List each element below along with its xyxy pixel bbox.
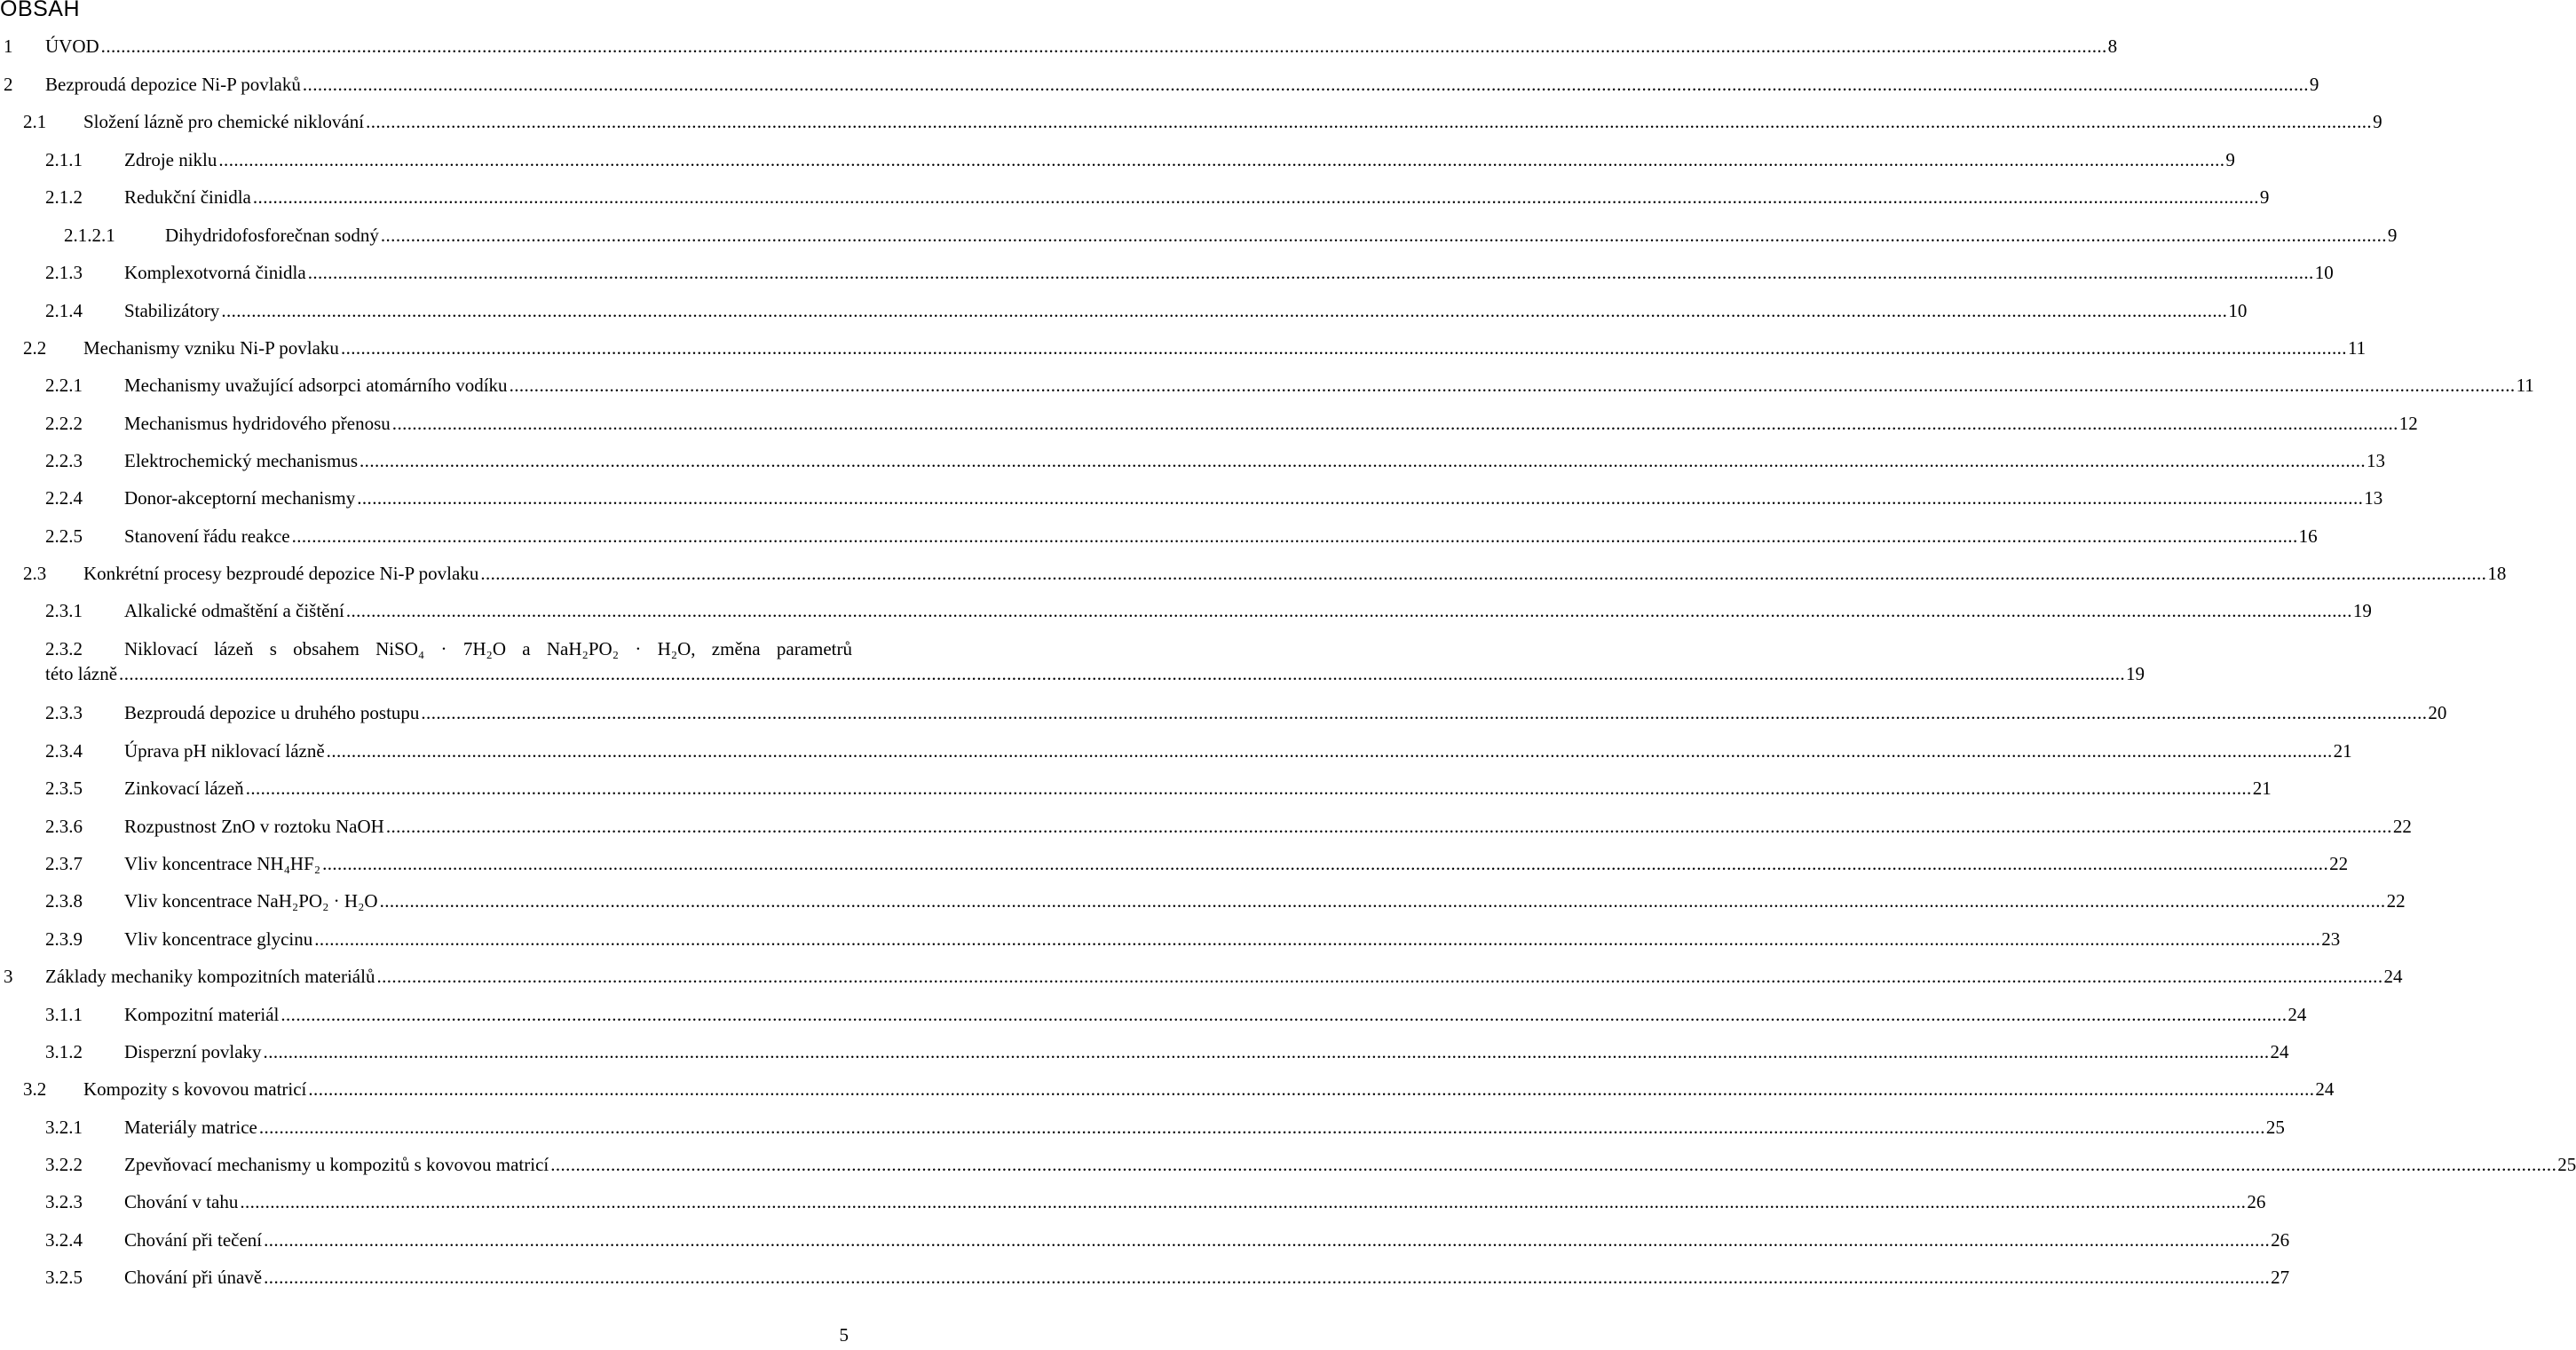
toc-entry-line	[45, 964, 2403, 989]
toc-entry-title: Redukční činidla	[124, 186, 251, 208]
toc-entry-line	[124, 1002, 2307, 1027]
toc-entry-page: 9	[2259, 186, 2270, 208]
toc-entry-1[interactable]	[0, 34, 2118, 59]
toc-entry-page: 13	[2364, 487, 2383, 509]
toc-entry-line	[124, 298, 2248, 323]
toc-entry-line	[124, 524, 2318, 549]
toc-entry-number: 2.3	[23, 563, 47, 584]
toc-entry-line	[124, 448, 2386, 473]
toc-entry-number: 2.2	[23, 337, 47, 359]
toc-entry-title: Vliv koncentrace NH₄HF₂	[124, 853, 321, 874]
dot-leader: ................................................................................................................................................................................................................................................................................................................................................................................................................	[366, 111, 2373, 132]
toc-entry-page: 25	[2557, 1154, 2576, 1175]
toc-entry-number: 2.2.5	[45, 525, 83, 547]
toc-entry-line	[124, 776, 2272, 801]
toc-entry-page: 10	[2228, 300, 2248, 321]
toc-entry-line	[165, 223, 2398, 248]
toc-entry-2-2-2[interactable]	[0, 411, 2418, 436]
toc-entry-number: 2.2.3	[45, 450, 83, 471]
toc-entry-title: Zinkovací lázeň	[124, 778, 244, 799]
toc-entry-title: Stanovení řádu reakce	[124, 525, 290, 547]
dot-leader: ................................................................................................................................................................................................................................................................................................................................................................................................................	[252, 186, 2259, 208]
toc-entry-title: Kompozitní materiál	[124, 1004, 280, 1025]
toc-entry-line	[124, 373, 2534, 398]
toc-entry-page: 24	[2270, 1041, 2289, 1062]
toc-entry-number: 1	[4, 36, 13, 57]
toc-entry-2-2-3[interactable]	[0, 448, 2386, 473]
toc-entry-title: Alkalické odmaštění a čištění	[124, 600, 344, 621]
toc-entry-page: 24	[2315, 1078, 2335, 1100]
toc-entry-title: Mechanismy uvažující adsorpci atomárního vodíku	[124, 375, 508, 396]
toc-entry-line	[45, 661, 2145, 686]
dot-leader: ................................................................................................................................................................................................................................................................................................................................................................................................................	[100, 36, 2107, 57]
toc-entry-title: Zpevňovací mechanismy u kompozitů s kovovou matricí	[124, 1154, 549, 1175]
dot-leader: ................................................................................................................................................................................................................................................................................................................................................................................................................	[360, 450, 2367, 471]
toc-entry-title: Komplexotvorná činidla	[124, 262, 306, 283]
toc-entry-page: 10	[2314, 262, 2334, 283]
toc-entry-page: 19	[2126, 663, 2145, 684]
toc-entry-line	[83, 109, 2382, 134]
dot-leader: ................................................................................................................................................................................................................................................................................................................................................................................................................	[509, 375, 2516, 396]
toc-entry-number: 2.3.7	[45, 853, 83, 874]
toc-entry-page: 26	[2247, 1191, 2266, 1212]
toc-entry-page: 27	[2271, 1267, 2290, 1288]
toc-entry-3-1-1[interactable]	[0, 1002, 2307, 1027]
toc-entry-number: 2	[4, 74, 13, 95]
toc-entry-number: 3.1.2	[45, 1041, 83, 1062]
toc-entry-2-2-4[interactable]	[0, 486, 2383, 510]
toc-entry-2-3-2[interactable]	[0, 636, 852, 661]
toc-entry-line	[124, 1115, 2285, 1140]
toc-entry-2-1-4[interactable]	[0, 298, 2248, 323]
toc-entry-title: Vliv koncentrace glycinu	[124, 928, 313, 950]
toc-entry-line	[124, 927, 2341, 951]
toc-entry-number: 3.2.2	[45, 1154, 83, 1175]
toc-entry-line	[124, 1265, 2290, 1290]
toc-entry-3-2-4[interactable]	[0, 1228, 2290, 1252]
toc-entry-title: Zdroje niklu	[124, 149, 217, 170]
toc-entry-2-1[interactable]	[0, 109, 2382, 134]
toc-entry-2-1-3[interactable]	[0, 260, 2334, 285]
dot-leader: ................................................................................................................................................................................................................................................................................................................................................................................................................	[391, 413, 2398, 434]
toc-entry-number: 2.2.1	[45, 375, 83, 396]
toc-entry-number: 2.3.4	[45, 740, 83, 762]
toc-entry-title: Mechanismus hydridového přenosu	[124, 413, 391, 434]
toc-entry-line	[83, 336, 2367, 360]
toc-entry-2-3-8[interactable]	[0, 888, 2406, 913]
dot-leader: ................................................................................................................................................................................................................................................................................................................................................................................................................	[221, 300, 2228, 321]
dot-leader: ................................................................................................................................................................................................................................................................................................................................................................................................................	[345, 600, 2352, 621]
dot-leader: ................................................................................................................................................................................................................................................................................................................................................................................................................	[380, 225, 2387, 246]
toc-entry-line	[83, 561, 2507, 586]
toc-entry-page: 18	[2487, 563, 2507, 584]
toc-entry-number: 2.1.4	[45, 300, 83, 321]
toc-entry-title: Donor-akceptorní mechanismy	[124, 487, 356, 509]
dot-leader: ................................................................................................................................................................................................................................................................................................................................................................................................................	[218, 149, 2225, 170]
toc-entry-2-2-5[interactable]	[0, 524, 2318, 549]
dot-leader: ................................................................................................................................................................................................................................................................................................................................................................................................................	[480, 563, 2487, 584]
toc-entry-3-1-2[interactable]	[0, 1039, 2289, 1064]
toc-entry-page: 13	[2367, 450, 2386, 471]
toc-entry-title: Rozpustnost ZnO v roztoku NaOH	[124, 816, 384, 837]
toc-entry-page: 21	[2333, 740, 2352, 762]
toc-entry-number: 3	[4, 966, 13, 987]
toc-entry-2-2[interactable]	[0, 336, 2367, 360]
toc-entry-2-1-1[interactable]	[0, 147, 2235, 172]
toc-entry-line	[124, 1228, 2290, 1252]
toc-entry-title: Stabilizátory	[124, 300, 220, 321]
toc-entry-2[interactable]	[0, 72, 2319, 97]
toc-entry-number: 2.1.1	[45, 149, 83, 170]
toc-entry-line	[124, 738, 2352, 763]
toc-entry-3-2-3[interactable]	[0, 1189, 2266, 1214]
toc-entry-line	[45, 34, 2118, 59]
dot-leader: ................................................................................................................................................................................................................................................................................................................................................................................................................	[307, 262, 2314, 283]
dot-leader: ................................................................................................................................................................................................................................................................................................................................................................................................................	[314, 928, 2321, 950]
toc-entry-3-2-5[interactable]	[0, 1265, 2290, 1290]
toc-entry-number: 2.1	[23, 111, 47, 132]
toc-entry-line	[124, 1189, 2266, 1214]
dot-leader: ................................................................................................................................................................................................................................................................................................................................................................................................................	[281, 1004, 2288, 1025]
toc-entry-number: 3.1.1	[45, 1004, 83, 1025]
toc-entry-page: 25	[2265, 1117, 2285, 1138]
toc-entry-line	[124, 1152, 2576, 1177]
dot-leader: ................................................................................................................................................................................................................................................................................................................................................................................................................	[258, 1117, 2265, 1138]
toc-entry-line	[124, 147, 2235, 172]
toc-entry-3-2-1[interactable]	[0, 1115, 2285, 1140]
dot-leader: ................................................................................................................................................................................................................................................................................................................................................................................................................	[263, 1041, 2270, 1062]
toc-entry-2-3-6[interactable]	[0, 814, 2412, 839]
toc-entry-3[interactable]	[0, 964, 2403, 989]
toc-entry-number: 3.2.3	[45, 1191, 83, 1212]
toc-entry-line	[124, 185, 2270, 209]
dot-leader: ................................................................................................................................................................................................................................................................................................................................................................................................................	[322, 853, 2329, 874]
toc-entry-2-3-4[interactable]	[0, 738, 2352, 763]
toc-entry-page: 24	[2383, 966, 2403, 987]
dot-leader: ................................................................................................................................................................................................................................................................................................................................................................................................................	[421, 702, 2428, 723]
toc-entry-page: 11	[2516, 375, 2534, 396]
dot-leader: ................................................................................................................................................................................................................................................................................................................................................................................................................	[340, 337, 2347, 359]
toc-entry-number: 2.2.2	[45, 413, 83, 434]
toc-entry-page: 8	[2107, 36, 2118, 57]
toc-entry-number: 2.1.2.1	[64, 225, 115, 246]
toc-entry-number: 2.1.2	[45, 186, 83, 208]
toc-entry-number: 3.2.4	[45, 1229, 83, 1251]
toc-entry-title: Bezproudá depozice Ni-P povlaků	[45, 74, 301, 95]
toc-entry-2-3[interactable]	[0, 561, 2507, 586]
dot-leader: ................................................................................................................................................................................................................................................................................................................................................................................................................	[264, 1229, 2271, 1251]
toc-entry-line	[124, 598, 2372, 623]
toc-entry-title: Kompozity s kovovou matricí	[83, 1078, 307, 1100]
toc-entry-2-3-2-continued[interactable]	[0, 661, 2145, 686]
toc-entry-page: 24	[2288, 1004, 2307, 1025]
dot-leader: ................................................................................................................................................................................................................................................................................................................................................................................................................	[379, 890, 2386, 912]
toc-entry-2-3-9[interactable]	[0, 927, 2341, 951]
dot-leader: ................................................................................................................................................................................................................................................................................................................................................................................................................	[326, 740, 2333, 762]
toc-heading: OBSAH	[0, 0, 81, 21]
toc-entry-number: 2.3.5	[45, 778, 83, 799]
toc-entry-number: 2.3.8	[45, 890, 83, 912]
toc-entry-2-3-3[interactable]	[0, 700, 2447, 725]
toc-entry-title: Elektrochemický mechanismus	[124, 450, 359, 471]
toc-entry-page: 26	[2271, 1229, 2290, 1251]
toc-entry-page: 16	[2298, 525, 2318, 547]
toc-entry-line	[124, 1039, 2289, 1064]
toc-entry-title: Vliv koncentrace NaH₂PO₂ · H₂O	[124, 890, 378, 912]
toc-entry-page: 9	[2225, 149, 2235, 170]
toc-entry-number: 2.3.1	[45, 600, 83, 621]
toc-entry-2-3-5[interactable]	[0, 776, 2272, 801]
toc-entry-line	[83, 1077, 2335, 1101]
toc-entry-title: ÚVOD	[45, 36, 99, 57]
toc-entry-2-1-2-1[interactable]	[0, 223, 2398, 248]
toc-entry-title: Chování při tečení	[124, 1229, 263, 1251]
toc-entry-3-2-2[interactable]	[0, 1152, 2576, 1177]
toc-entry-page: 22	[2329, 853, 2349, 874]
dot-leader: ................................................................................................................................................................................................................................................................................................................................................................................................................	[240, 1191, 2247, 1212]
toc-entry-page: 21	[2252, 778, 2272, 799]
dot-leader: ................................................................................................................................................................................................................................................................................................................................................................................................................	[385, 816, 2392, 837]
dot-leader: ................................................................................................................................................................................................................................................................................................................................................................................................................	[245, 778, 2252, 799]
dot-leader: ................................................................................................................................................................................................................................................................................................................................................................................................................	[302, 74, 2309, 95]
toc-entry-number: 3.2	[23, 1078, 47, 1100]
toc-entry-title: Bezproudá depozice u druhého postupu	[124, 702, 420, 723]
toc-entry-number: 2.3.2	[45, 638, 83, 659]
toc-entry-title: Disperzní povlaky	[124, 1041, 262, 1062]
toc-entry-title-line1: Niklovací lázeň s obsahem NiSO₄ · 7H₂O a NaH₂PO₂ · H₂O, změna parametrů	[124, 638, 852, 659]
toc-entry-title: Materiály matrice	[124, 1117, 257, 1138]
toc-entry-line	[124, 260, 2334, 285]
toc-entry-line	[45, 72, 2319, 97]
toc-entry-title: Mechanismy vzniku Ni-P povlaku	[83, 337, 339, 359]
toc-entry-title: Konkrétní procesy bezproudé depozice Ni-P povlaku	[83, 563, 479, 584]
toc-entry-3-2[interactable]	[0, 1077, 2335, 1101]
page-number: 5	[839, 1324, 849, 1346]
toc-entry-number: 3.2.5	[45, 1267, 83, 1288]
toc-entry-title: Dihydridofosforečnan sodný	[165, 225, 379, 246]
toc-entry-line	[124, 888, 2406, 913]
toc-entry-number: 2.2.4	[45, 487, 83, 509]
toc-entry-number: 2.1.3	[45, 262, 83, 283]
dot-leader: ................................................................................................................................................................................................................................................................................................................................................................................................................	[308, 1078, 2315, 1100]
toc-entry-2-3-1[interactable]	[0, 598, 2372, 623]
toc-entry-page: 19	[2352, 600, 2372, 621]
toc-entry-line	[124, 851, 2349, 876]
toc-entry-number: 2.3.9	[45, 928, 83, 950]
toc-entry-line	[124, 700, 2447, 725]
toc-entry-line	[124, 486, 2383, 510]
toc-entry-page: 9	[2387, 225, 2398, 246]
toc-entry-page: 23	[2321, 928, 2341, 950]
toc-entry-2-2-1[interactable]	[0, 373, 2534, 398]
toc-entry-number: 2.3.6	[45, 816, 83, 837]
toc-entry-title: této lázně	[45, 663, 118, 684]
toc-entry-page: 12	[2398, 413, 2418, 434]
dot-leader: ................................................................................................................................................................................................................................................................................................................................................................................................................	[357, 487, 2364, 509]
dot-leader: ................................................................................................................................................................................................................................................................................................................................................................................................................	[264, 1267, 2271, 1288]
toc-entry-title: Chování v tahu	[124, 1191, 239, 1212]
dot-leader: ................................................................................................................................................................................................................................................................................................................................................................................................................	[550, 1154, 2557, 1175]
toc-entry-page: 9	[2373, 111, 2382, 132]
dot-leader: ................................................................................................................................................................................................................................................................................................................................................................................................................	[119, 663, 2126, 684]
toc-entry-2-3-7[interactable]	[0, 851, 2349, 876]
toc-entry-page: 20	[2428, 702, 2447, 723]
toc-entry-page: 11	[2347, 337, 2367, 359]
toc-entry-title: Úprava pH niklovací lázně	[124, 740, 325, 762]
toc-entry-number: 2.3.3	[45, 702, 83, 723]
toc-entry-title: Složení lázně pro chemické niklování	[83, 111, 365, 132]
toc-entry-title: Chování při únavě	[124, 1267, 263, 1288]
toc-entry-2-1-2[interactable]	[0, 185, 2270, 209]
toc-entry-line	[124, 411, 2418, 436]
toc-entry-number: 3.2.1	[45, 1117, 83, 1138]
toc-entry-page: 22	[2392, 816, 2412, 837]
toc-entry-line	[124, 814, 2412, 839]
toc-entry-page: 9	[2309, 74, 2319, 95]
toc-entry-page: 22	[2386, 890, 2406, 912]
toc-entry-title: Základy mechaniky kompozitních materiálů	[45, 966, 375, 987]
dot-leader: ................................................................................................................................................................................................................................................................................................................................................................................................................	[376, 966, 2383, 987]
dot-leader: ................................................................................................................................................................................................................................................................................................................................................................................................................	[291, 525, 2298, 547]
